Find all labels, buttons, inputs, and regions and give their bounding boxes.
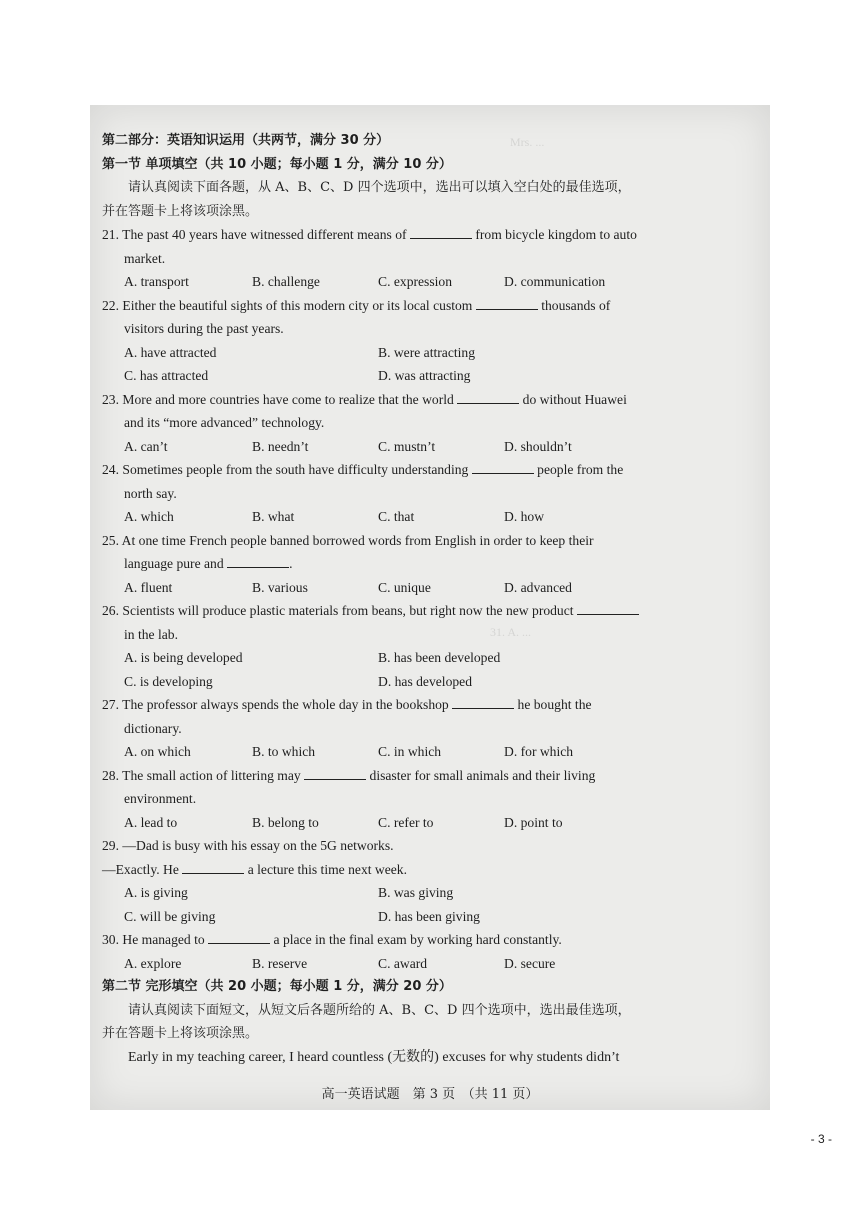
question-number: 28. bbox=[102, 767, 119, 783]
answer-option: C. refer to bbox=[378, 814, 434, 830]
question-text: The professor always spends the whole day in the bookshop bbox=[122, 697, 449, 712]
question-text: . bbox=[289, 556, 293, 571]
answer-option: C. unique bbox=[378, 579, 431, 595]
answer-option: B. various bbox=[252, 579, 308, 595]
answer-blank bbox=[410, 224, 472, 239]
question-stem bbox=[102, 600, 714, 624]
options-row bbox=[102, 342, 714, 366]
question-text: do without Huawei bbox=[522, 391, 627, 407]
question-text: Sometimes people from the south have difficulty understanding bbox=[122, 462, 469, 477]
answer-option: D. has developed bbox=[378, 673, 472, 689]
answer-option: D. shouldn’t bbox=[504, 438, 572, 454]
question-text: At one time French people banned borrowed words from English in order to keep their bbox=[121, 532, 594, 548]
question-item bbox=[102, 389, 714, 460]
answer-option: D. point to bbox=[504, 814, 563, 830]
answer-option: A. is giving bbox=[124, 885, 188, 900]
question-number: 24. bbox=[102, 462, 119, 477]
question-text: He managed to bbox=[122, 932, 205, 947]
options-row bbox=[102, 577, 714, 601]
question-number: 23. bbox=[102, 391, 119, 407]
question-item bbox=[102, 929, 714, 976]
options-row bbox=[102, 906, 714, 930]
answer-blank bbox=[457, 389, 519, 404]
answer-blank bbox=[182, 859, 244, 874]
answer-option: D. has been giving bbox=[378, 908, 480, 924]
options-row bbox=[102, 812, 714, 836]
question-stem-cont bbox=[102, 412, 714, 436]
question-number: 27. bbox=[102, 697, 119, 712]
question-text: Either the beautiful sights of this modern city or its local custom bbox=[122, 297, 473, 313]
answer-option: C. that bbox=[378, 509, 415, 524]
answer-option: A. have attracted bbox=[124, 344, 217, 360]
question-stem bbox=[102, 295, 714, 319]
question-list bbox=[102, 224, 714, 976]
question-item bbox=[102, 765, 714, 836]
answer-option: D. how bbox=[504, 509, 545, 524]
question-text: language pure and bbox=[124, 556, 224, 571]
question-text: environment. bbox=[124, 791, 197, 806]
answer-option: C. expression bbox=[378, 274, 453, 289]
question-text: —Dad is busy with his essay on the 5G networks. bbox=[122, 838, 394, 853]
answer-option: A. explore bbox=[124, 955, 182, 971]
answer-option: C. in which bbox=[378, 744, 442, 759]
answer-option: B. reserve bbox=[252, 955, 308, 971]
answer-blank bbox=[476, 295, 538, 310]
question-stem-cont bbox=[102, 553, 714, 577]
question-number: 21. bbox=[102, 227, 119, 242]
question-stem bbox=[102, 835, 714, 859]
answer-option: B. needn’t bbox=[252, 438, 309, 454]
answer-blank bbox=[227, 553, 289, 568]
question-stem-cont bbox=[102, 718, 714, 742]
question-number: 29. bbox=[102, 838, 119, 853]
answer-option: A. fluent bbox=[124, 579, 173, 595]
page-footer: 高一英语试题 第 3 页 （共 11 页） bbox=[321, 1087, 539, 1102]
question-stem-cont bbox=[102, 788, 714, 812]
section-header: 第二部分：英语知识运用（共两节，满分 30 分） bbox=[102, 133, 390, 148]
question-text: visitors during the past years. bbox=[124, 321, 284, 336]
answer-blank bbox=[452, 694, 514, 709]
question-number: 25. bbox=[102, 532, 119, 548]
options-row bbox=[102, 506, 714, 530]
section2-title: 第二节 完形填空（共 20 小题；每小题 1 分，满分 20 分） bbox=[102, 979, 452, 994]
options-row bbox=[102, 365, 714, 389]
answer-blank bbox=[208, 929, 270, 944]
question-item bbox=[102, 224, 714, 295]
section1-instruction: 请认真阅读下面各题，从 A、B、C、D 四个选项中，选出可以填入空白处的最佳选项， bbox=[128, 180, 631, 195]
question-item bbox=[102, 530, 714, 601]
section1-title: 第一节 单项填空（共 10 小题；每小题 1 分，满分 10 分） bbox=[102, 156, 452, 172]
answer-option: B. to which bbox=[252, 744, 316, 759]
answer-blank bbox=[577, 600, 639, 615]
passage-first-line: Early in my teaching career, I heard countless (无数的) excuses for why students didn’t bbox=[128, 1049, 620, 1065]
question-text: a place in the final exam by working hard constantly. bbox=[273, 932, 562, 947]
question-text: and its “more advanced” technology. bbox=[124, 415, 325, 430]
question-stem-cont bbox=[102, 624, 714, 648]
section2-instruction-cont: 并在答题卡上将该项涂黑。 bbox=[102, 1026, 259, 1041]
question-number: 30. bbox=[102, 932, 119, 947]
answer-option: A. is being developed bbox=[124, 650, 243, 665]
question-item bbox=[102, 694, 714, 765]
answer-option: B. belong to bbox=[252, 814, 319, 830]
page-number: - 3 - bbox=[810, 1132, 832, 1146]
answer-option: C. has attracted bbox=[124, 368, 209, 383]
question-text: people from the bbox=[537, 462, 624, 477]
question-text: from bicycle kingdom to auto bbox=[475, 227, 637, 242]
question-number: 26. bbox=[102, 603, 119, 618]
question-text: a lecture this time next week. bbox=[247, 861, 407, 877]
bleed-through-text: Mrs. ... bbox=[510, 135, 545, 149]
question-text: The past 40 years have witnessed different means of bbox=[122, 227, 407, 242]
answer-option: D. communication bbox=[504, 274, 606, 289]
answer-option: D. secure bbox=[504, 955, 556, 971]
question-stem bbox=[102, 530, 714, 554]
question-item bbox=[102, 295, 714, 389]
question-stem-cont bbox=[102, 248, 714, 272]
options-row bbox=[102, 741, 714, 765]
question-text: dictionary. bbox=[124, 720, 182, 736]
answer-option: A. on which bbox=[124, 744, 191, 759]
answer-option: B. challenge bbox=[252, 274, 320, 289]
question-stem bbox=[102, 929, 714, 953]
bleed-through-text: 31. A. ... bbox=[490, 625, 532, 639]
answer-option: C. mustn’t bbox=[378, 438, 436, 454]
answer-option: B. were attracting bbox=[378, 344, 476, 360]
question-text: north say. bbox=[124, 485, 177, 501]
question-text: disaster for small animals and their living bbox=[369, 767, 596, 783]
question-stem-cont bbox=[102, 318, 714, 342]
options-row bbox=[102, 882, 714, 906]
question-stem-cont bbox=[102, 483, 714, 507]
question-text: More and more countries have come to realize that the world bbox=[122, 391, 454, 407]
question-text: —Exactly. He bbox=[102, 861, 179, 877]
answer-option: B. has been developed bbox=[378, 650, 501, 665]
answer-option: C. is developing bbox=[124, 673, 213, 689]
answer-option: D. was attracting bbox=[378, 368, 471, 383]
options-row bbox=[102, 436, 714, 460]
question-item bbox=[102, 459, 714, 530]
question-text: in the lab. bbox=[124, 626, 178, 642]
question-text: market. bbox=[124, 250, 166, 266]
options-row bbox=[102, 647, 714, 671]
answer-option: D. for which bbox=[504, 744, 574, 759]
question-stem bbox=[102, 459, 714, 483]
question-stem bbox=[102, 389, 714, 413]
options-row bbox=[102, 953, 714, 977]
answer-blank bbox=[472, 459, 534, 474]
question-text: he bought the bbox=[517, 697, 592, 712]
question-item bbox=[102, 835, 714, 929]
question-number: 22. bbox=[102, 297, 119, 313]
answer-option: B. what bbox=[252, 509, 295, 524]
section2-instruction: 请认真阅读下面短文，从短文后各题所给的 A、B、C、D 四个选项中，选出最佳选项， bbox=[128, 1002, 631, 1018]
answer-option: A. can’t bbox=[124, 438, 168, 454]
answer-option: A. transport bbox=[124, 274, 189, 289]
answer-option: C. will be giving bbox=[124, 908, 216, 924]
answer-option: A. which bbox=[124, 509, 174, 524]
question-stem bbox=[102, 765, 714, 789]
scanned-page bbox=[90, 105, 770, 1110]
question-item bbox=[102, 600, 714, 694]
answer-blank bbox=[304, 765, 366, 780]
answer-option: D. advanced bbox=[504, 579, 572, 595]
options-row bbox=[102, 271, 714, 295]
question-stem bbox=[102, 694, 714, 718]
question-text: The small action of littering may bbox=[122, 767, 301, 783]
question-stem bbox=[102, 224, 714, 248]
options-row bbox=[102, 671, 714, 695]
answer-option: B. was giving bbox=[378, 885, 454, 900]
answer-option: C. award bbox=[378, 955, 428, 971]
answer-option: A. lead to bbox=[124, 814, 178, 830]
question-text: thousands of bbox=[541, 297, 611, 313]
question-stem-cont bbox=[102, 859, 714, 883]
section1-instruction-cont: 并在答题卡上将该项涂黑。 bbox=[102, 203, 259, 219]
question-text: Scientists will produce plastic materials from beans, but right now the new product bbox=[122, 603, 574, 618]
exam-content bbox=[102, 130, 714, 1070]
